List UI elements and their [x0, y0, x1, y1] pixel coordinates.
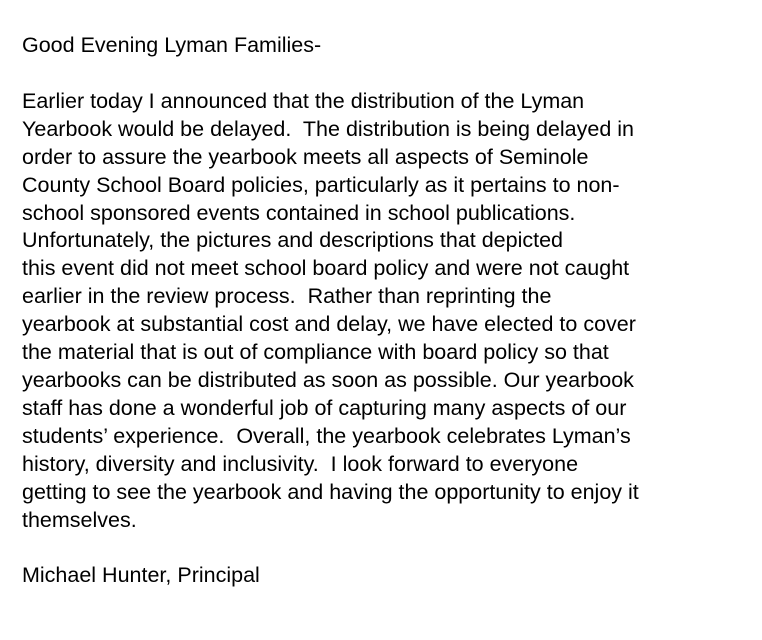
- letter-signature: Michael Hunter, Principal: [22, 563, 260, 588]
- body-line: staff has done a wonderful job of capturing many aspects of our: [22, 395, 627, 420]
- body-line: the material that is out of compliance with board policy so that: [22, 340, 609, 365]
- body-line: history, diversity and inclusivity. I look forward to everyone: [22, 451, 579, 476]
- body-line: students’ experience. Overall, the yearbook celebrates Lyman’s: [22, 423, 631, 448]
- body-line: school sponsored events contained in school publications.: [22, 200, 576, 225]
- body-line: yearbook at substantial cost and delay, we have elected to cover: [22, 312, 636, 337]
- body-line: Yearbook would be delayed. The distribution is being delayed in: [22, 116, 634, 141]
- letter-body: [22, 88, 757, 535]
- body-line: Earlier today I announced that the distribution of the Lyman: [22, 88, 585, 113]
- body-line: themselves.: [22, 507, 137, 532]
- body-line: County School Board policies, particularly as it pertains to non-: [22, 172, 620, 197]
- letter-greeting: Good Evening Lyman Families-: [22, 33, 322, 57]
- body-line: yearbooks can be distributed as soon as possible. Our yearbook: [22, 367, 634, 392]
- letter: [22, 32, 757, 590]
- body-line: earlier in the review process. Rather than reprinting the: [22, 284, 552, 309]
- body-line: Unfortunately, the pictures and descriptions that depicted: [22, 228, 564, 253]
- body-line: order to assure the yearbook meets all aspects of Seminole: [22, 144, 589, 169]
- body-line: getting to see the yearbook and having the opportunity to enjoy it: [22, 479, 639, 504]
- body-line: this event did not meet school board policy and were not caught: [22, 256, 630, 281]
